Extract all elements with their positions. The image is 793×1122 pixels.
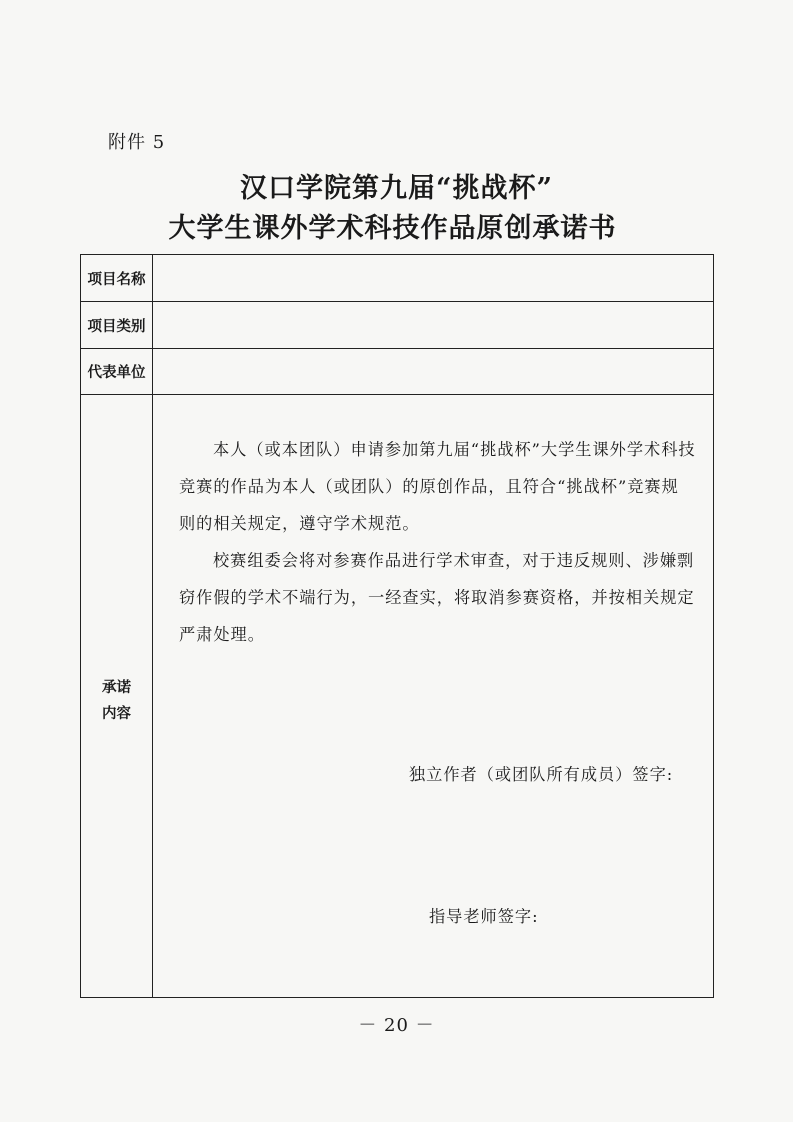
- pledge-label-line1: 承诺: [102, 680, 131, 696]
- project-category-label: 项目类别: [81, 302, 153, 348]
- row-representative-unit: [81, 349, 713, 395]
- document-title-line2: 大学生课外学术科技作品原创承诺书: [168, 213, 617, 244]
- representative-unit-label: 代表单位: [81, 349, 153, 394]
- pledge-para2-line1: 校赛组委会将对参赛作品进行学术审查，对于违反规则、涉嫌剽: [213, 551, 695, 570]
- project-category-field[interactable]: [153, 302, 713, 348]
- project-name-label: 项目名称: [81, 255, 153, 301]
- attachment-label: 附件 5: [108, 132, 166, 153]
- page-number: － 20 －: [358, 1015, 435, 1036]
- representative-unit-field[interactable]: [153, 349, 713, 394]
- project-name-field[interactable]: [153, 255, 713, 301]
- pledge-text: [179, 431, 739, 653]
- pledge-label-line2: 内容: [102, 706, 131, 722]
- row-pledge-content: [81, 395, 713, 997]
- pledge-content-cell: [153, 395, 713, 997]
- advisor-signature-label: 指导老师签字:: [429, 907, 539, 926]
- author-signature-label: 独立作者（或团队所有成员）签字:: [409, 765, 674, 784]
- pledge-para2-line3: 严肃处理。: [179, 625, 265, 644]
- row-project-category: [81, 302, 713, 349]
- pledge-form-table: [80, 254, 714, 998]
- pledge-para2-line2: 窃作假的学术不端行为，一经查实，将取消参赛资格，并按相关规定: [179, 588, 695, 607]
- row-project-name: [81, 255, 713, 302]
- document-title-line1: 汉口学院第九届“挑战杯”: [239, 173, 554, 204]
- pledge-para1-line2: 竞赛的作品为本人（或团队）的原创作品，且符合“挑战杯”竞赛规: [179, 477, 679, 496]
- pledge-para1-line3: 则的相关规定，遵守学术规范。: [179, 514, 420, 533]
- pledge-content-label: [81, 395, 153, 997]
- pledge-para1-line1: 本人（或本团队）申请参加第九届“挑战杯”大学生课外学术科技: [213, 440, 696, 459]
